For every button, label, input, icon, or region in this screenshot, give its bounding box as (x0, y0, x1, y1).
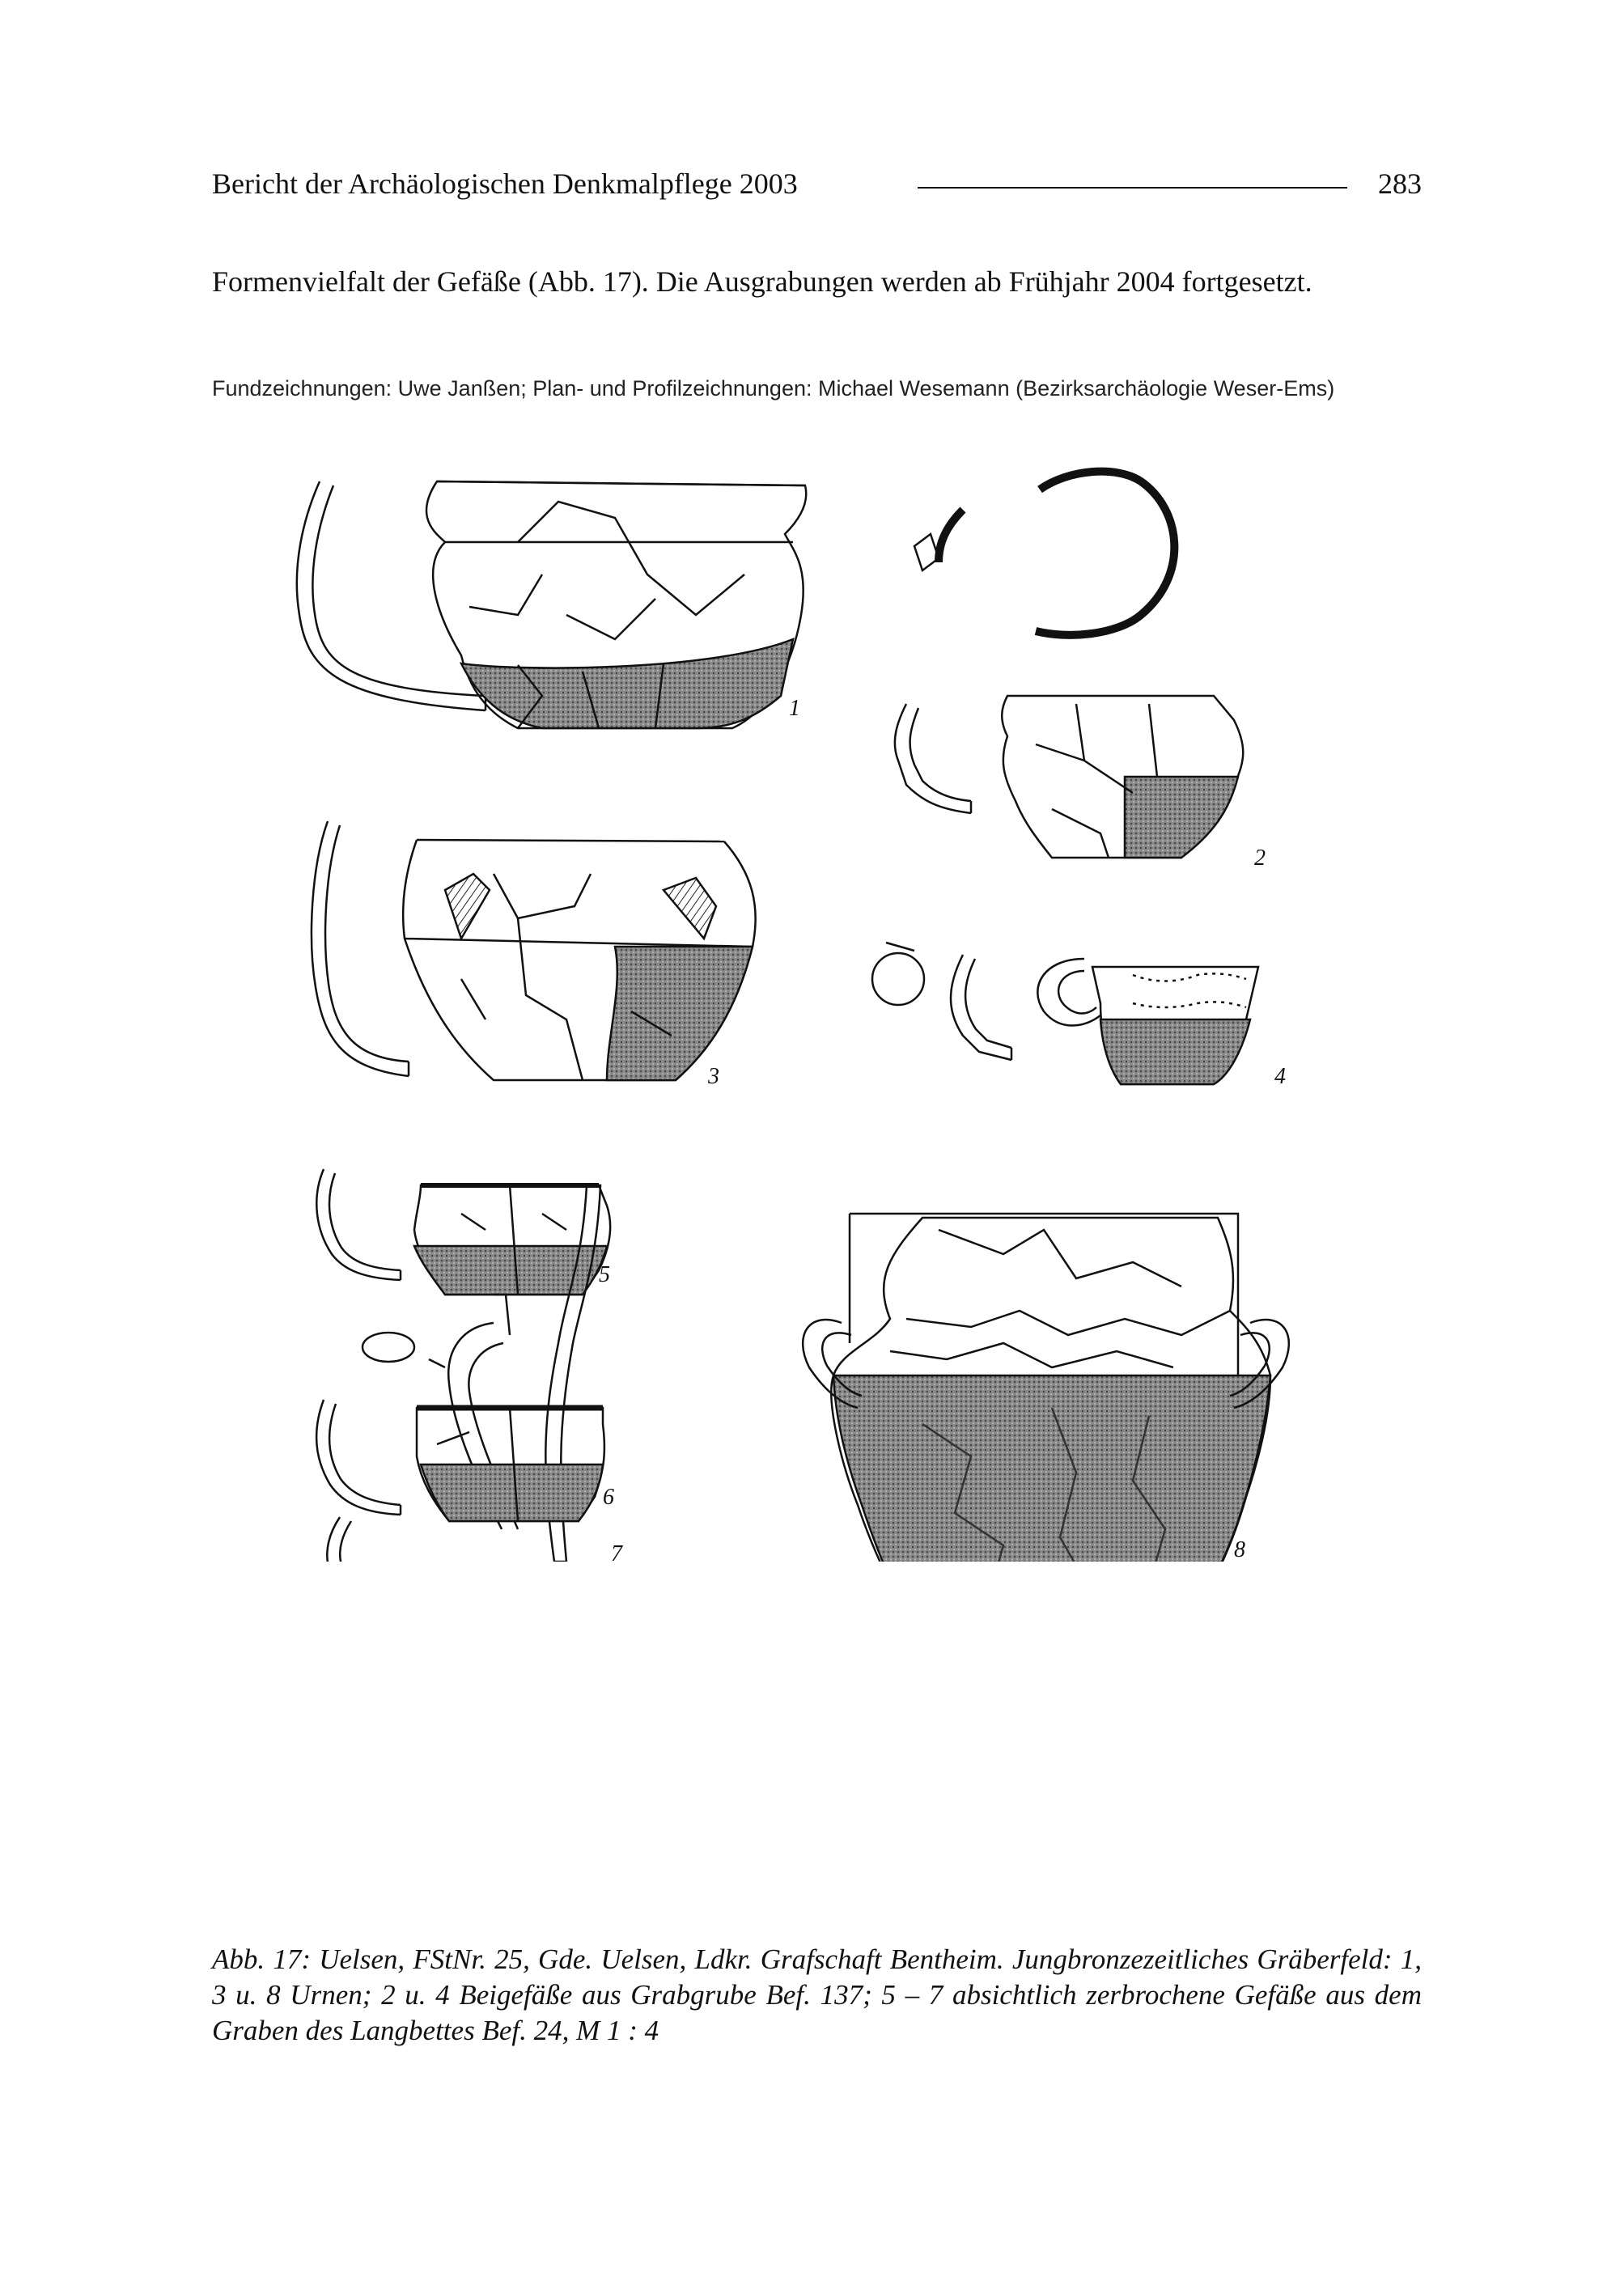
figure-label-3: 3 (708, 1064, 719, 1089)
pottery-plate (275, 453, 1376, 1566)
vessel-8 (803, 1214, 1289, 1562)
vessel-7 (327, 1517, 401, 1562)
running-title: Bericht der Archäologischen Denkmalpflege 2003 (212, 167, 798, 200)
vessel-4 (872, 943, 1258, 1084)
pottery-drawings (275, 453, 1376, 1562)
vessel-5 (316, 1169, 610, 1295)
figure-label-8: 8 (1234, 1537, 1245, 1562)
figure-label-5: 5 (599, 1262, 610, 1287)
vessel-1 (297, 481, 806, 728)
figure-label-4: 4 (1274, 1064, 1286, 1089)
figure-label-1: 1 (789, 696, 800, 721)
header-rule (918, 187, 1347, 189)
page-number: 283 (1378, 167, 1422, 200)
body-paragraph: Formenvielfalt der Gefäße (Abb. 17). Die Ausgrabungen werden ab Frühjahr 2004 fortgesetzt. (212, 265, 1312, 298)
vessel-3 (312, 821, 756, 1080)
figure-caption: Abb. 17: Uelsen, FStNr. 25, Gde. Uelsen, Ldkr. Grafschaft Bentheim. Jungbronzezeitliches Gräberfeld: 1, 3 u. 8 Urnen; 2 u. 4 Beigefäße aus Grabgrube Bef. 137; 5 – 7 absichtlich zerbrochene Gefäße aus dem Graben des Langbettes Bef. 24, M 1 : 4 (212, 1943, 1422, 2046)
figure-label-6: 6 (603, 1485, 614, 1510)
drawing-credits: Fundzeichnungen: Uwe Janßen; Plan- und Profilzeichnungen: Michael Wesemann (Bezirksarchäologie Weser-Ems) (212, 376, 1335, 401)
running-head (212, 167, 1422, 206)
vessel-2 (895, 472, 1243, 858)
figure-label-2: 2 (1254, 846, 1266, 871)
figure-label-7: 7 (611, 1541, 622, 1566)
